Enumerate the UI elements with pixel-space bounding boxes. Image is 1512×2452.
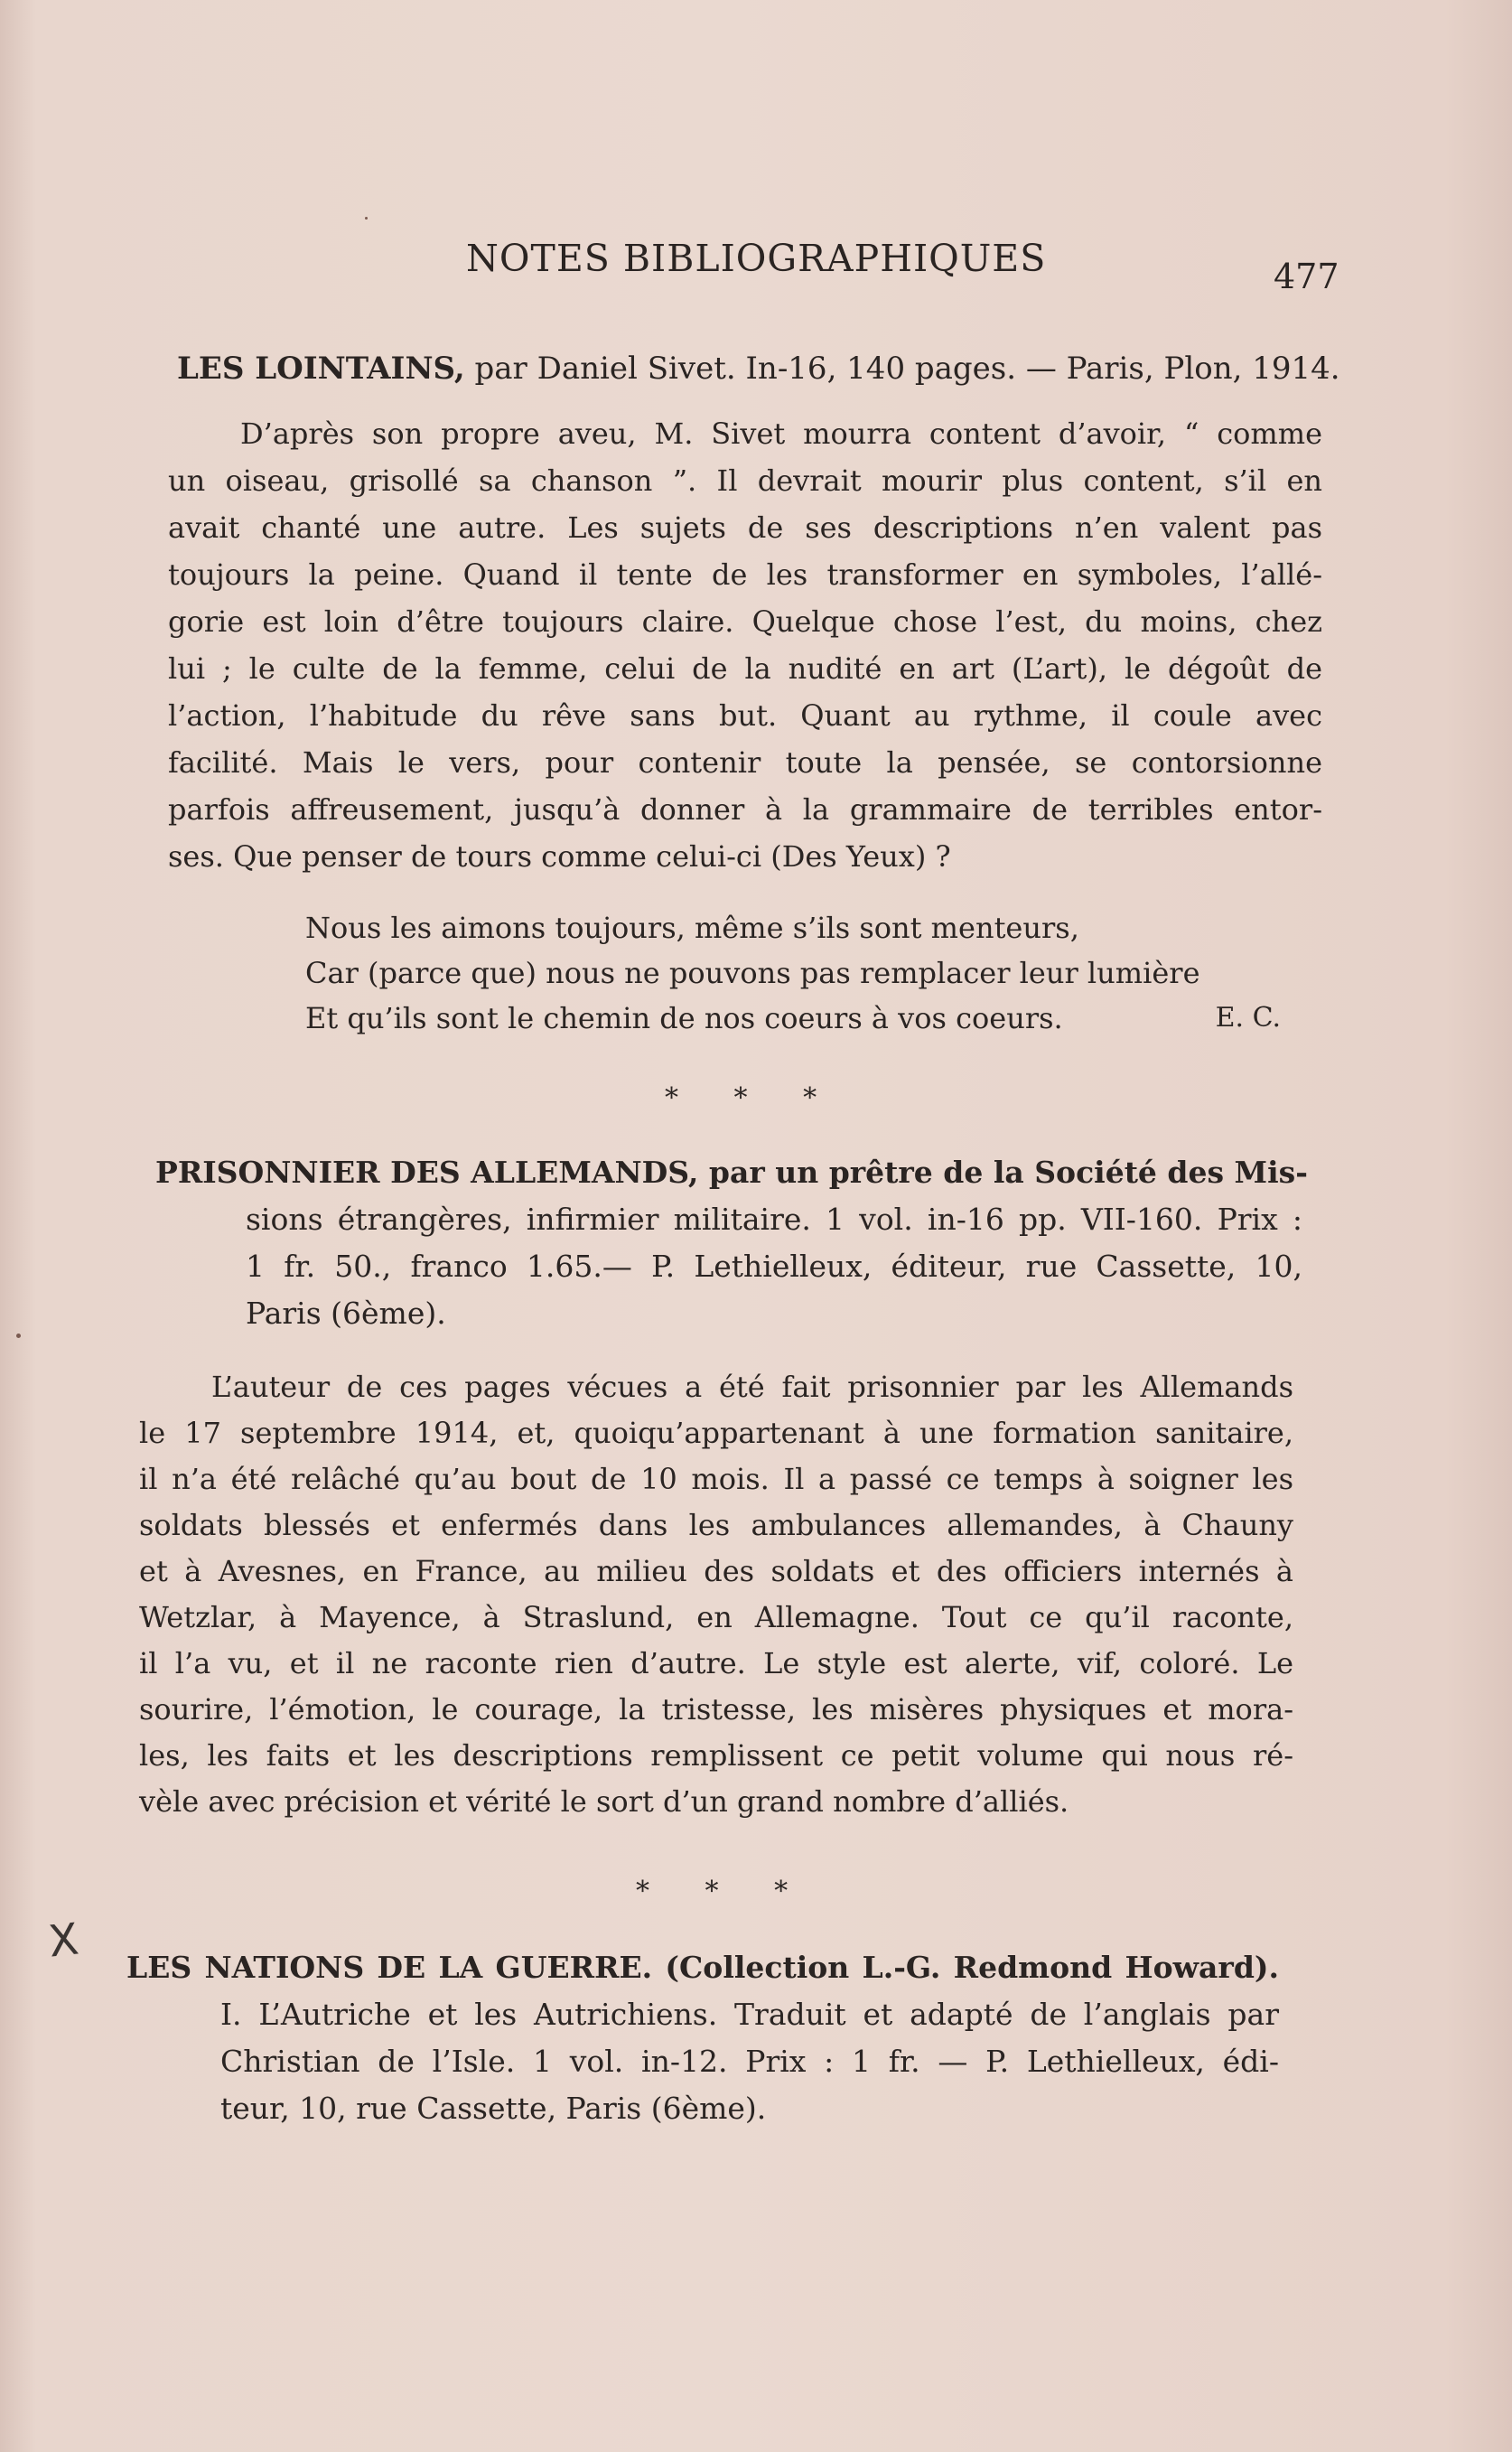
review-line: le 17 septembre 1914, et, quoiqu’appartenant à une formation sanitaire,	[139, 1416, 1293, 1450]
review-line: il n’a été relâché qu’au bout de 10 mois. Il a passé ce temps à soigner les	[139, 1462, 1293, 1496]
entry-2-title-line: PRISONNIER DES ALLEMANDS, par un prêtre de la Société des Mis-	[155, 1155, 1308, 1190]
review-line: vèle avec précision et vérité le sort d’un grand nombre d’alliés.	[139, 1784, 1069, 1819]
review-line: l’action, l’habitude du rêve sans but. Quant au rythme, il coule avec	[168, 698, 1322, 733]
review-line: facilité. Mais le vers, pour contenir toute la pensée, se contorsionne	[168, 745, 1322, 780]
verse-line: Nous les aimons toujours, même s’ils sont menteurs,	[305, 911, 1079, 945]
entry-2-title-line: 1 fr. 50., franco 1.65.— P. Lethielleux, éditeur, rue Cassette, 10,	[246, 1249, 1302, 1284]
entry-3-title-line: I. L’Autriche et les Autrichiens. Traduit et adapté de l’anglais par	[220, 1997, 1279, 2032]
review-line: gorie est loin d’être toujours claire. Quelque chose l’est, du moins, chez	[168, 604, 1322, 639]
entry-2-title-line: sions étrangères, infirmier militaire. 1 vol. in-16 pp. VII-160. Prix :	[246, 1202, 1302, 1237]
section-separator: * * *	[636, 1876, 812, 1907]
page-header	[0, 237, 1512, 296]
page-blemish	[16, 1334, 21, 1338]
review-line: et à Avesnes, en France, au milieu des soldats et des officiers internés à	[139, 1554, 1293, 1588]
page-number: 477	[1274, 257, 1339, 296]
page-blemish	[365, 217, 368, 220]
review-line: parfois affreusement, jusqu’à donner à la grammaire de terribles entor-	[168, 792, 1322, 827]
review-line: un oiseau, grisollé sa chanson ”. Il devrait mourir plus content, s’il en	[168, 463, 1322, 498]
review-line: lui ; le culte de la femme, celui de la nudité en art (L’art), le dégoût de	[168, 651, 1322, 686]
review-line: avait chanté une autre. Les sujets de ses descriptions n’en valent pas	[168, 510, 1322, 545]
section-separator: * * *	[665, 1082, 841, 1114]
review-line: Wetzlar, à Mayence, à Straslund, en Allemagne. Tout ce qu’il raconte,	[139, 1600, 1293, 1634]
entry-1-verse-quote	[305, 905, 1281, 1041]
review-line: ses. Que penser de tours comme celui-ci (Des Yeux) ?	[168, 839, 951, 874]
verse-line: Car (parce que) nous ne pouvons pas remplacer leur lumière	[305, 956, 1200, 990]
review-line: D’après son propre aveu, M. Sivet mourra content d’avoir, “ comme	[240, 416, 1322, 451]
entry-3-title-line: Christian de l’Isle. 1 vol. in-12. Prix : 1 fr. — P. Lethielleux, édi-	[220, 2044, 1279, 2079]
entry-3-title	[126, 1944, 1279, 2132]
handwritten-margin-mark: X	[46, 1914, 81, 1968]
entry-3-title-line: LES NATIONS DE LA GUERRE. (Collection L.-G. Redmond Howard).	[126, 1950, 1279, 1985]
verse-line: Et qu’ils sont le chemin de nos coeurs à vos coeurs.	[305, 1001, 1063, 1035]
review-line: sourire, l’émotion, le courage, la tristesse, les misères physiques et mora-	[139, 1692, 1293, 1727]
review-line: L’auteur de ces pages vécues a été fait prisonnier par les Allemands	[211, 1370, 1293, 1404]
review-line: soldats blessés et enfermés dans les ambulances allemandes, à Chauny	[139, 1508, 1293, 1542]
entry-1-title-head: LES LOINTAINS,	[177, 351, 465, 387]
entry-2-review	[139, 1364, 1293, 1825]
review-line: il l’a vu, et il ne raconte rien d’autre. Le style est alerte, vif, coloré. Le	[139, 1646, 1293, 1680]
review-line: les, les faits et les descriptions remplissent ce petit volume qui nous ré-	[139, 1738, 1293, 1773]
entry-2-title	[155, 1149, 1308, 1337]
entry-3-title-line: teur, 10, rue Cassette, Paris (6ème).	[220, 2091, 767, 2126]
running-title: NOTES BIBLIOGRAPHIQUES	[466, 237, 1047, 280]
review-line: toujours la peine. Quand il tente de les transformer en symboles, l’allé-	[168, 557, 1322, 592]
entry-1-review	[168, 410, 1322, 880]
entry-2-title-line: Paris (6ème).	[246, 1296, 446, 1331]
reviewer-signature: E. C.	[1215, 1002, 1281, 1034]
entry-1-title	[177, 345, 1340, 392]
entry-1-title-rest: par Daniel Sivet. In-16, 140 pages. — Paris, Plon, 1914.	[464, 351, 1340, 387]
